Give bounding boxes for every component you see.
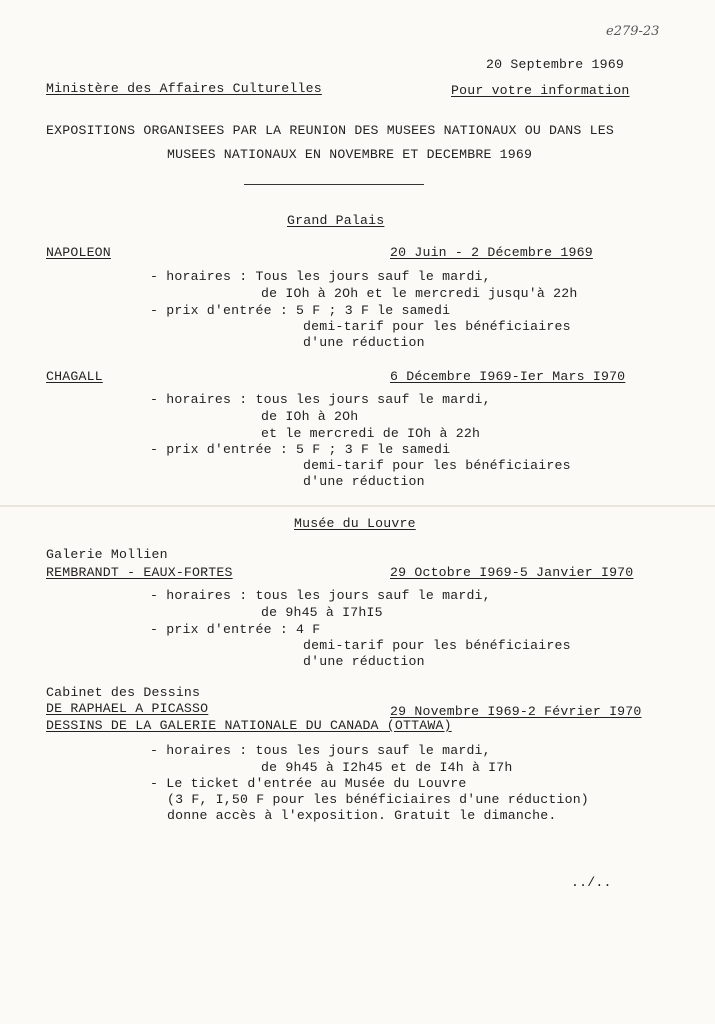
rembrandt-dates: 29 Octobre I969-5 Janvier I970 xyxy=(390,565,634,580)
chagall-price: - prix d'entrée : 5 F ; 3 F le samedi xyxy=(150,442,451,457)
chagall-dates: 6 Décembre I969-Ier Mars I970 xyxy=(390,369,626,384)
napoleon-reduction: d'une réduction xyxy=(303,335,425,350)
ministry-name: Ministère des Affaires Culturelles xyxy=(46,81,322,96)
chagall-hours-wednesday: et le mercredi de IOh à 22h xyxy=(261,426,481,441)
napoleon-price: - prix d'entrée : 5 F ; 3 F le samedi xyxy=(150,303,451,318)
info-note: Pour votre information xyxy=(451,83,630,98)
rembrandt-hours: - horaires : tous les jours sauf le mardi, xyxy=(150,588,491,603)
document-date: 20 Septembre 1969 xyxy=(486,57,624,72)
napoleon-title: NAPOLEON xyxy=(46,245,111,260)
rembrandt-reduction: d'une réduction xyxy=(303,654,425,669)
chagall-title: CHAGALL xyxy=(46,369,103,384)
picasso-access: donne accès à l'exposition. Gratuit le dimanche. xyxy=(167,808,557,823)
page-fold xyxy=(0,505,715,507)
chagall-hours: - horaires : tous les jours sauf le mardi, xyxy=(150,392,491,407)
picasso-gallery: Cabinet des Dessins xyxy=(46,685,201,700)
title-line-2: MUSEES NATIONAUX EN NOVEMBRE ET DECEMBRE 1969 xyxy=(167,147,533,162)
picasso-ticket: - Le ticket d'entrée au Musée du Louvre xyxy=(150,776,467,791)
rembrandt-title: REMBRANDT - EAUX-FORTES xyxy=(46,565,233,580)
napoleon-half-price: demi-tarif pour les bénéficiaires xyxy=(303,319,571,334)
picasso-ticket-price: (3 F, I,50 F pour les bénéficiaires d'une réduction) xyxy=(167,792,589,807)
rembrandt-hours-detail: de 9h45 à I7hI5 xyxy=(261,605,383,620)
rembrandt-half-price: demi-tarif pour les bénéficiaires xyxy=(303,638,571,653)
chagall-half-price: demi-tarif pour les bénéficiaires xyxy=(303,458,571,473)
section-louvre: Musée du Louvre xyxy=(294,516,416,531)
picasso-subtitle: DESSINS DE LA GALERIE NATIONALE DU CANADA (OTTAWA) xyxy=(46,718,452,733)
napoleon-hours: - horaires : Tous les jours sauf le mardi, xyxy=(150,269,491,284)
picasso-hours: - horaires : tous les jours sauf le mardi, xyxy=(150,743,491,758)
napoleon-hours-detail: de IOh à 2Oh et le mercredi jusqu'à 22h xyxy=(261,286,578,301)
chagall-hours-detail: de IOh à 2Oh xyxy=(261,409,359,424)
rembrandt-gallery: Galerie Mollien xyxy=(46,547,168,562)
reference-number: e279-23 xyxy=(606,24,660,39)
continuation-mark: ../.. xyxy=(571,875,612,890)
picasso-title: DE RAPHAEL A PICASSO xyxy=(46,701,209,716)
picasso-dates: 29 Novembre I969-2 Février I970 xyxy=(390,704,642,719)
section-grand-palais: Grand Palais xyxy=(287,213,385,228)
title-rule xyxy=(244,184,424,185)
title-line-1: EXPOSITIONS ORGANISEES PAR LA REUNION DES MUSEES NATIONAUX OU DANS LES xyxy=(46,123,614,138)
chagall-reduction: d'une réduction xyxy=(303,474,425,489)
rembrandt-price: - prix d'entrée : 4 F xyxy=(150,622,321,637)
picasso-hours-detail: de 9h45 à I2h45 et de I4h à I7h xyxy=(261,760,513,775)
napoleon-dates: 20 Juin - 2 Décembre 1969 xyxy=(390,245,593,260)
